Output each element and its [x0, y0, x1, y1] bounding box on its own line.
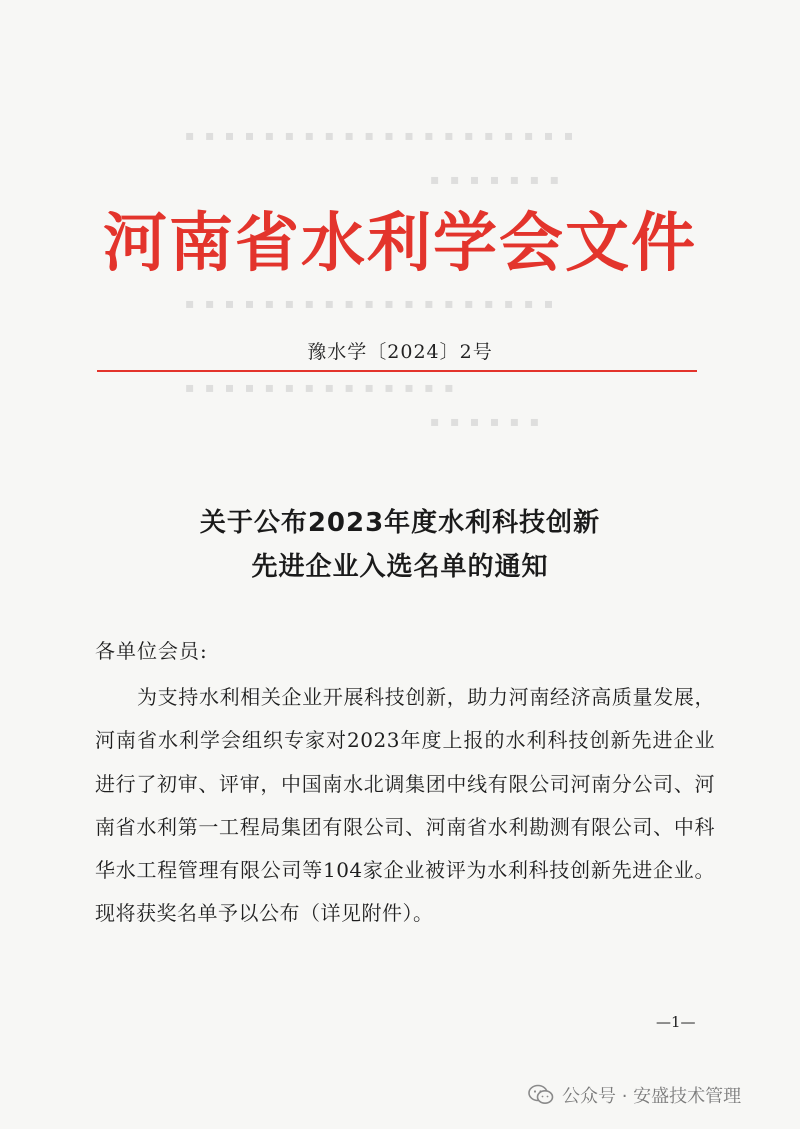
bleed-through-text: ▪ ▪ ▪ ▪ ▪ ▪	[430, 414, 543, 430]
wechat-icon	[528, 1084, 554, 1106]
bleed-through-text: ▪ ▪ ▪ ▪ ▪ ▪ ▪ ▪ ▪ ▪ ▪ ▪ ▪ ▪ ▪ ▪ ▪ ▪ ▪ ▪	[185, 128, 577, 144]
notice-title-line-1: 关于公布2023年度水利科技创新	[199, 508, 601, 538]
bleed-through-text: ▪ ▪ ▪ ▪ ▪ ▪ ▪ ▪ ▪ ▪ ▪ ▪ ▪ ▪	[185, 380, 457, 396]
bleed-through-text: ▪ ▪ ▪ ▪ ▪ ▪ ▪ ▪ ▪ ▪ ▪ ▪ ▪ ▪ ▪ ▪ ▪ ▪ ▪	[185, 296, 557, 312]
notice-title-line-2: 先进企业入选名单的通知	[251, 552, 549, 582]
document-header-title: 河南省水利学会文件	[103, 206, 697, 281]
watermark-text: 公众号 · 安盛技术管理	[562, 1086, 742, 1107]
salutation: 各单位会员:	[95, 639, 208, 663]
document-number: 豫水学〔2024〕2号	[307, 341, 493, 363]
header-divider	[97, 370, 697, 372]
bleed-through-text: ▪ ▪ ▪ ▪ ▪ ▪ ▪	[430, 172, 563, 188]
body-paragraph: 为支持水利相关企业开展科技创新，助力河南经济高质量发展，河南省水利学会组织专家对2023年度上报的水利科技创新先进企业进行了初审、评审，中国南水北调集团中线有限公司河南分公司、河南省水利第一工程局集团有限公司、河南省水利勘测有限公司、中科华水工程管理有限公司等104家企业被评为水利科技创新先进企业。现将获奖名单予以公布（详见附件）。	[95, 685, 715, 926]
page-number: —1—	[656, 1013, 696, 1031]
watermark	[528, 1082, 741, 1108]
